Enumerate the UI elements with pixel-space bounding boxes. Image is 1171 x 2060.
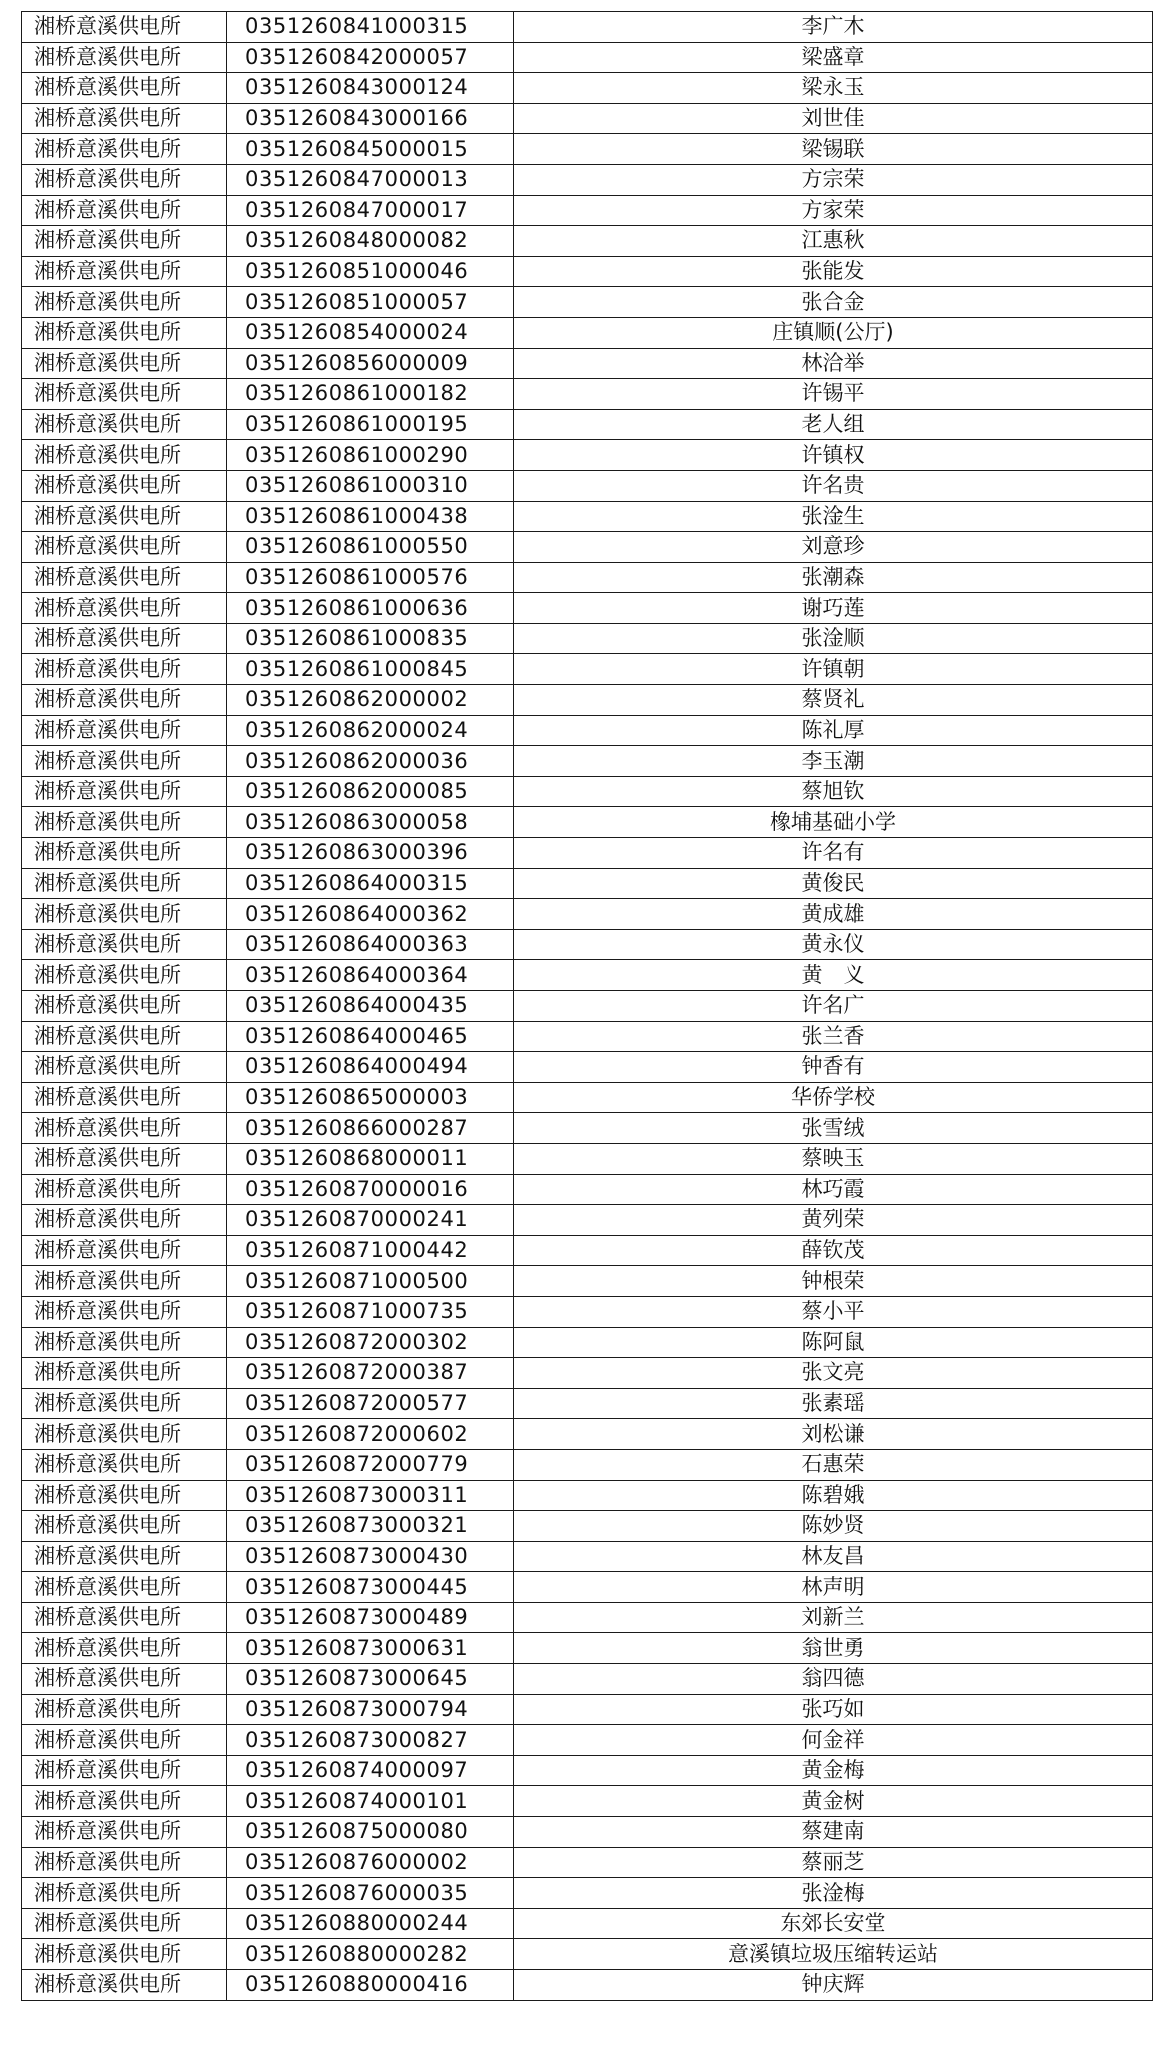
account-number-cell: 0351260868000011 xyxy=(227,1143,514,1174)
table-row xyxy=(22,42,1153,73)
table-row xyxy=(22,1847,1153,1878)
office-cell: 湘桥意溪供电所 xyxy=(22,991,227,1022)
office-cell: 湘桥意溪供电所 xyxy=(22,287,227,318)
customer-name-cell: 张淦顺 xyxy=(514,623,1153,654)
table-row xyxy=(22,929,1153,960)
table-row xyxy=(22,1205,1153,1236)
office-cell: 湘桥意溪供电所 xyxy=(22,1082,227,1113)
table-row xyxy=(22,776,1153,807)
customer-name-cell: 意溪镇垃圾压缩转运站 xyxy=(514,1939,1153,1970)
customer-name-cell: 张能发 xyxy=(514,256,1153,287)
table-row xyxy=(22,1878,1153,1909)
office-cell: 湘桥意溪供电所 xyxy=(22,1419,227,1450)
table-row xyxy=(22,899,1153,930)
office-cell: 湘桥意溪供电所 xyxy=(22,1755,227,1786)
table-row xyxy=(22,1082,1153,1113)
office-cell: 湘桥意溪供电所 xyxy=(22,317,227,348)
office-cell: 湘桥意溪供电所 xyxy=(22,501,227,532)
customer-name-cell: 张淦梅 xyxy=(514,1878,1153,1909)
office-cell: 湘桥意溪供电所 xyxy=(22,1633,227,1664)
account-number-cell: 0351260843000124 xyxy=(227,73,514,104)
customer-name-cell: 张兰香 xyxy=(514,1021,1153,1052)
account-number-cell: 0351260873000794 xyxy=(227,1694,514,1725)
account-number-cell: 0351260873000445 xyxy=(227,1572,514,1603)
account-number-cell: 0351260864000494 xyxy=(227,1052,514,1083)
table-row xyxy=(22,256,1153,287)
account-number-cell: 0351260862000036 xyxy=(227,746,514,777)
account-number-cell: 0351260863000058 xyxy=(227,807,514,838)
customer-name-cell: 许名贵 xyxy=(514,470,1153,501)
account-number-cell: 0351260871000735 xyxy=(227,1296,514,1327)
office-cell: 湘桥意溪供电所 xyxy=(22,1602,227,1633)
records-table-container xyxy=(21,11,1152,2001)
account-number-cell: 0351260861000438 xyxy=(227,501,514,532)
customer-name-cell: 黄金梅 xyxy=(514,1755,1153,1786)
customer-name-cell: 林友昌 xyxy=(514,1541,1153,1572)
table-row xyxy=(22,1113,1153,1144)
customer-name-cell: 谢巧莲 xyxy=(514,593,1153,624)
customer-name-cell: 石惠荣 xyxy=(514,1449,1153,1480)
office-cell: 湘桥意溪供电所 xyxy=(22,1908,227,1939)
account-number-cell: 0351260873000311 xyxy=(227,1480,514,1511)
customer-name-cell: 许名有 xyxy=(514,838,1153,869)
customer-name-cell: 何金祥 xyxy=(514,1725,1153,1756)
table-row xyxy=(22,73,1153,104)
account-number-cell: 0351260875000080 xyxy=(227,1817,514,1848)
office-cell: 湘桥意溪供电所 xyxy=(22,1572,227,1603)
customer-name-cell: 黄列荣 xyxy=(514,1205,1153,1236)
customer-name-cell: 蔡贤礼 xyxy=(514,685,1153,716)
office-cell: 湘桥意溪供电所 xyxy=(22,1143,227,1174)
customer-name-cell: 刘新兰 xyxy=(514,1602,1153,1633)
office-cell: 湘桥意溪供电所 xyxy=(22,1113,227,1144)
account-number-cell: 0351260880000416 xyxy=(227,1970,514,2001)
office-cell: 湘桥意溪供电所 xyxy=(22,42,227,73)
table-row xyxy=(22,1908,1153,1939)
office-cell: 湘桥意溪供电所 xyxy=(22,1878,227,1909)
office-cell: 湘桥意溪供电所 xyxy=(22,1939,227,1970)
account-number-cell: 0351260871000442 xyxy=(227,1235,514,1266)
account-number-cell: 0351260880000282 xyxy=(227,1939,514,1970)
customer-name-cell: 黄成雄 xyxy=(514,899,1153,930)
office-cell: 湘桥意溪供电所 xyxy=(22,899,227,930)
office-cell: 湘桥意溪供电所 xyxy=(22,562,227,593)
customer-name-cell: 陈妙贤 xyxy=(514,1511,1153,1542)
customer-name-cell: 蔡小平 xyxy=(514,1296,1153,1327)
customer-name-cell: 许镇权 xyxy=(514,440,1153,471)
account-number-cell: 0351260847000013 xyxy=(227,164,514,195)
account-number-cell: 0351260870000241 xyxy=(227,1205,514,1236)
table-row xyxy=(22,287,1153,318)
customer-name-cell: 翁世勇 xyxy=(514,1633,1153,1664)
customer-name-cell: 张巧如 xyxy=(514,1694,1153,1725)
table-row xyxy=(22,1633,1153,1664)
table-row xyxy=(22,593,1153,624)
customer-name-cell: 林洽举 xyxy=(514,348,1153,379)
account-number-cell: 0351260845000015 xyxy=(227,134,514,165)
account-number-cell: 0351260874000097 xyxy=(227,1755,514,1786)
customer-name-cell: 蔡丽芝 xyxy=(514,1847,1153,1878)
table-row xyxy=(22,1235,1153,1266)
customer-name-cell: 老人组 xyxy=(514,409,1153,440)
office-cell: 湘桥意溪供电所 xyxy=(22,654,227,685)
customer-name-cell: 许名广 xyxy=(514,991,1153,1022)
customer-name-cell: 薛钦茂 xyxy=(514,1235,1153,1266)
table-row xyxy=(22,715,1153,746)
account-number-cell: 0351260873000489 xyxy=(227,1602,514,1633)
account-number-cell: 0351260861000195 xyxy=(227,409,514,440)
office-cell: 湘桥意溪供电所 xyxy=(22,715,227,746)
account-number-cell: 0351260876000035 xyxy=(227,1878,514,1909)
table-row xyxy=(22,1296,1153,1327)
table-row xyxy=(22,317,1153,348)
office-cell: 湘桥意溪供电所 xyxy=(22,1847,227,1878)
customer-name-cell: 张雪绒 xyxy=(514,1113,1153,1144)
account-number-cell: 0351260872000577 xyxy=(227,1388,514,1419)
customer-name-cell: 黄俊民 xyxy=(514,868,1153,899)
customer-name-cell: 李玉潮 xyxy=(514,746,1153,777)
office-cell: 湘桥意溪供电所 xyxy=(22,1725,227,1756)
table-row xyxy=(22,134,1153,165)
customer-name-cell: 江惠秋 xyxy=(514,226,1153,257)
table-row xyxy=(22,532,1153,563)
office-cell: 湘桥意溪供电所 xyxy=(22,1174,227,1205)
records-table-body xyxy=(22,12,1153,2001)
table-row xyxy=(22,1449,1153,1480)
office-cell: 湘桥意溪供电所 xyxy=(22,1970,227,2001)
office-cell: 湘桥意溪供电所 xyxy=(22,164,227,195)
account-number-cell: 0351260872000302 xyxy=(227,1327,514,1358)
account-number-cell: 0351260873000631 xyxy=(227,1633,514,1664)
table-row xyxy=(22,1970,1153,2001)
office-cell: 湘桥意溪供电所 xyxy=(22,1449,227,1480)
table-row xyxy=(22,195,1153,226)
customer-name-cell: 张文亮 xyxy=(514,1358,1153,1389)
table-row xyxy=(22,1725,1153,1756)
table-row xyxy=(22,960,1153,991)
table-row xyxy=(22,868,1153,899)
customer-name-cell: 刘意珍 xyxy=(514,532,1153,563)
account-number-cell: 0351260862000024 xyxy=(227,715,514,746)
office-cell: 湘桥意溪供电所 xyxy=(22,1786,227,1817)
table-row xyxy=(22,409,1153,440)
records-table xyxy=(21,11,1153,2001)
customer-name-cell: 陈碧娥 xyxy=(514,1480,1153,1511)
customer-name-cell: 蔡旭钦 xyxy=(514,776,1153,807)
account-number-cell: 0351260864000363 xyxy=(227,929,514,960)
table-row xyxy=(22,1511,1153,1542)
table-row xyxy=(22,1664,1153,1695)
customer-name-cell: 华侨学校 xyxy=(514,1082,1153,1113)
customer-name-cell: 钟香有 xyxy=(514,1052,1153,1083)
customer-name-cell: 陈阿鼠 xyxy=(514,1327,1153,1358)
account-number-cell: 0351260862000085 xyxy=(227,776,514,807)
account-number-cell: 0351260864000435 xyxy=(227,991,514,1022)
customer-name-cell: 东郊长安堂 xyxy=(514,1908,1153,1939)
table-row xyxy=(22,348,1153,379)
customer-name-cell: 林声明 xyxy=(514,1572,1153,1603)
account-number-cell: 0351260843000166 xyxy=(227,103,514,134)
office-cell: 湘桥意溪供电所 xyxy=(22,470,227,501)
account-number-cell: 0351260880000244 xyxy=(227,1908,514,1939)
customer-name-cell: 庄镇顺(公厅) xyxy=(514,317,1153,348)
account-number-cell: 0351260873000321 xyxy=(227,1511,514,1542)
customer-name-cell: 刘松谦 xyxy=(514,1419,1153,1450)
table-row xyxy=(22,1572,1153,1603)
account-number-cell: 0351260851000057 xyxy=(227,287,514,318)
office-cell: 湘桥意溪供电所 xyxy=(22,226,227,257)
table-row xyxy=(22,1755,1153,1786)
office-cell: 湘桥意溪供电所 xyxy=(22,1480,227,1511)
account-number-cell: 0351260872000602 xyxy=(227,1419,514,1450)
table-row xyxy=(22,1388,1153,1419)
office-cell: 湘桥意溪供电所 xyxy=(22,1694,227,1725)
account-number-cell: 0351260865000003 xyxy=(227,1082,514,1113)
customer-name-cell: 梁锡联 xyxy=(514,134,1153,165)
table-row xyxy=(22,623,1153,654)
account-number-cell: 0351260872000387 xyxy=(227,1358,514,1389)
account-number-cell: 0351260847000017 xyxy=(227,195,514,226)
account-number-cell: 0351260842000057 xyxy=(227,42,514,73)
table-row xyxy=(22,1694,1153,1725)
office-cell: 湘桥意溪供电所 xyxy=(22,868,227,899)
office-cell: 湘桥意溪供电所 xyxy=(22,838,227,869)
office-cell: 湘桥意溪供电所 xyxy=(22,960,227,991)
account-number-cell: 0351260861000845 xyxy=(227,654,514,685)
customer-name-cell: 黄永仪 xyxy=(514,929,1153,960)
account-number-cell: 0351260864000364 xyxy=(227,960,514,991)
customer-name-cell: 蔡映玉 xyxy=(514,1143,1153,1174)
customer-name-cell: 钟根荣 xyxy=(514,1266,1153,1297)
account-number-cell: 0351260861000576 xyxy=(227,562,514,593)
office-cell: 湘桥意溪供电所 xyxy=(22,409,227,440)
table-row xyxy=(22,991,1153,1022)
office-cell: 湘桥意溪供电所 xyxy=(22,532,227,563)
table-row xyxy=(22,12,1153,43)
account-number-cell: 0351260873000430 xyxy=(227,1541,514,1572)
customer-name-cell: 许锡平 xyxy=(514,379,1153,410)
table-row xyxy=(22,746,1153,777)
office-cell: 湘桥意溪供电所 xyxy=(22,256,227,287)
office-cell: 湘桥意溪供电所 xyxy=(22,1358,227,1389)
customer-name-cell: 张素瑶 xyxy=(514,1388,1153,1419)
customer-name-cell: 张淦生 xyxy=(514,501,1153,532)
account-number-cell: 0351260864000362 xyxy=(227,899,514,930)
office-cell: 湘桥意溪供电所 xyxy=(22,746,227,777)
customer-name-cell: 翁四德 xyxy=(514,1664,1153,1695)
table-row xyxy=(22,440,1153,471)
office-cell: 湘桥意溪供电所 xyxy=(22,929,227,960)
office-cell: 湘桥意溪供电所 xyxy=(22,807,227,838)
office-cell: 湘桥意溪供电所 xyxy=(22,12,227,43)
office-cell: 湘桥意溪供电所 xyxy=(22,1052,227,1083)
customer-name-cell: 梁盛章 xyxy=(514,42,1153,73)
table-row xyxy=(22,654,1153,685)
customer-name-cell: 方宗荣 xyxy=(514,164,1153,195)
office-cell: 湘桥意溪供电所 xyxy=(22,348,227,379)
table-row xyxy=(22,501,1153,532)
account-number-cell: 0351260870000016 xyxy=(227,1174,514,1205)
table-row xyxy=(22,1021,1153,1052)
customer-name-cell: 蔡建南 xyxy=(514,1817,1153,1848)
table-row xyxy=(22,1358,1153,1389)
account-number-cell: 0351260871000500 xyxy=(227,1266,514,1297)
account-number-cell: 0351260864000315 xyxy=(227,868,514,899)
account-number-cell: 0351260873000827 xyxy=(227,1725,514,1756)
table-row xyxy=(22,164,1153,195)
table-row xyxy=(22,1052,1153,1083)
table-row xyxy=(22,470,1153,501)
office-cell: 湘桥意溪供电所 xyxy=(22,134,227,165)
office-cell: 湘桥意溪供电所 xyxy=(22,440,227,471)
account-number-cell: 0351260856000009 xyxy=(227,348,514,379)
account-number-cell: 0351260874000101 xyxy=(227,1786,514,1817)
account-number-cell: 0351260848000082 xyxy=(227,226,514,257)
table-row xyxy=(22,562,1153,593)
customer-name-cell: 李广木 xyxy=(514,12,1153,43)
office-cell: 湘桥意溪供电所 xyxy=(22,73,227,104)
account-number-cell: 0351260864000465 xyxy=(227,1021,514,1052)
table-row xyxy=(22,1602,1153,1633)
customer-name-cell: 黄 义 xyxy=(514,960,1153,991)
table-row xyxy=(22,807,1153,838)
table-row xyxy=(22,1143,1153,1174)
table-row xyxy=(22,1786,1153,1817)
account-number-cell: 0351260854000024 xyxy=(227,317,514,348)
table-row xyxy=(22,838,1153,869)
office-cell: 湘桥意溪供电所 xyxy=(22,195,227,226)
customer-name-cell: 林巧霞 xyxy=(514,1174,1153,1205)
table-row xyxy=(22,1419,1153,1450)
office-cell: 湘桥意溪供电所 xyxy=(22,593,227,624)
account-number-cell: 0351260851000046 xyxy=(227,256,514,287)
office-cell: 湘桥意溪供电所 xyxy=(22,623,227,654)
office-cell: 湘桥意溪供电所 xyxy=(22,1817,227,1848)
account-number-cell: 0351260862000002 xyxy=(227,685,514,716)
account-number-cell: 0351260861000290 xyxy=(227,440,514,471)
account-number-cell: 0351260863000396 xyxy=(227,838,514,869)
account-number-cell: 0351260872000779 xyxy=(227,1449,514,1480)
account-number-cell: 0351260876000002 xyxy=(227,1847,514,1878)
table-row xyxy=(22,1266,1153,1297)
office-cell: 湘桥意溪供电所 xyxy=(22,1327,227,1358)
table-row xyxy=(22,1541,1153,1572)
office-cell: 湘桥意溪供电所 xyxy=(22,1205,227,1236)
customer-name-cell: 陈礼厚 xyxy=(514,715,1153,746)
account-number-cell: 0351260861000550 xyxy=(227,532,514,563)
office-cell: 湘桥意溪供电所 xyxy=(22,1511,227,1542)
table-row xyxy=(22,103,1153,134)
office-cell: 湘桥意溪供电所 xyxy=(22,685,227,716)
office-cell: 湘桥意溪供电所 xyxy=(22,1541,227,1572)
customer-name-cell: 张合金 xyxy=(514,287,1153,318)
customer-name-cell: 刘世佳 xyxy=(514,103,1153,134)
customer-name-cell: 许镇朝 xyxy=(514,654,1153,685)
table-row xyxy=(22,379,1153,410)
customer-name-cell: 钟庆辉 xyxy=(514,1970,1153,2001)
office-cell: 湘桥意溪供电所 xyxy=(22,1235,227,1266)
account-number-cell: 0351260866000287 xyxy=(227,1113,514,1144)
table-row xyxy=(22,1817,1153,1848)
office-cell: 湘桥意溪供电所 xyxy=(22,1021,227,1052)
customer-name-cell: 张潮森 xyxy=(514,562,1153,593)
office-cell: 湘桥意溪供电所 xyxy=(22,1296,227,1327)
table-row xyxy=(22,1174,1153,1205)
table-row xyxy=(22,1327,1153,1358)
table-row xyxy=(22,1480,1153,1511)
account-number-cell: 0351260861000835 xyxy=(227,623,514,654)
office-cell: 湘桥意溪供电所 xyxy=(22,103,227,134)
account-number-cell: 0351260861000636 xyxy=(227,593,514,624)
office-cell: 湘桥意溪供电所 xyxy=(22,379,227,410)
customer-name-cell: 方家荣 xyxy=(514,195,1153,226)
customer-name-cell: 橡埔基础小学 xyxy=(514,807,1153,838)
office-cell: 湘桥意溪供电所 xyxy=(22,1266,227,1297)
table-row xyxy=(22,226,1153,257)
customer-name-cell: 梁永玉 xyxy=(514,73,1153,104)
account-number-cell: 0351260841000315 xyxy=(227,12,514,43)
account-number-cell: 0351260873000645 xyxy=(227,1664,514,1695)
account-number-cell: 0351260861000182 xyxy=(227,379,514,410)
office-cell: 湘桥意溪供电所 xyxy=(22,776,227,807)
table-row xyxy=(22,685,1153,716)
office-cell: 湘桥意溪供电所 xyxy=(22,1664,227,1695)
table-row xyxy=(22,1939,1153,1970)
customer-name-cell: 黄金树 xyxy=(514,1786,1153,1817)
office-cell: 湘桥意溪供电所 xyxy=(22,1388,227,1419)
account-number-cell: 0351260861000310 xyxy=(227,470,514,501)
